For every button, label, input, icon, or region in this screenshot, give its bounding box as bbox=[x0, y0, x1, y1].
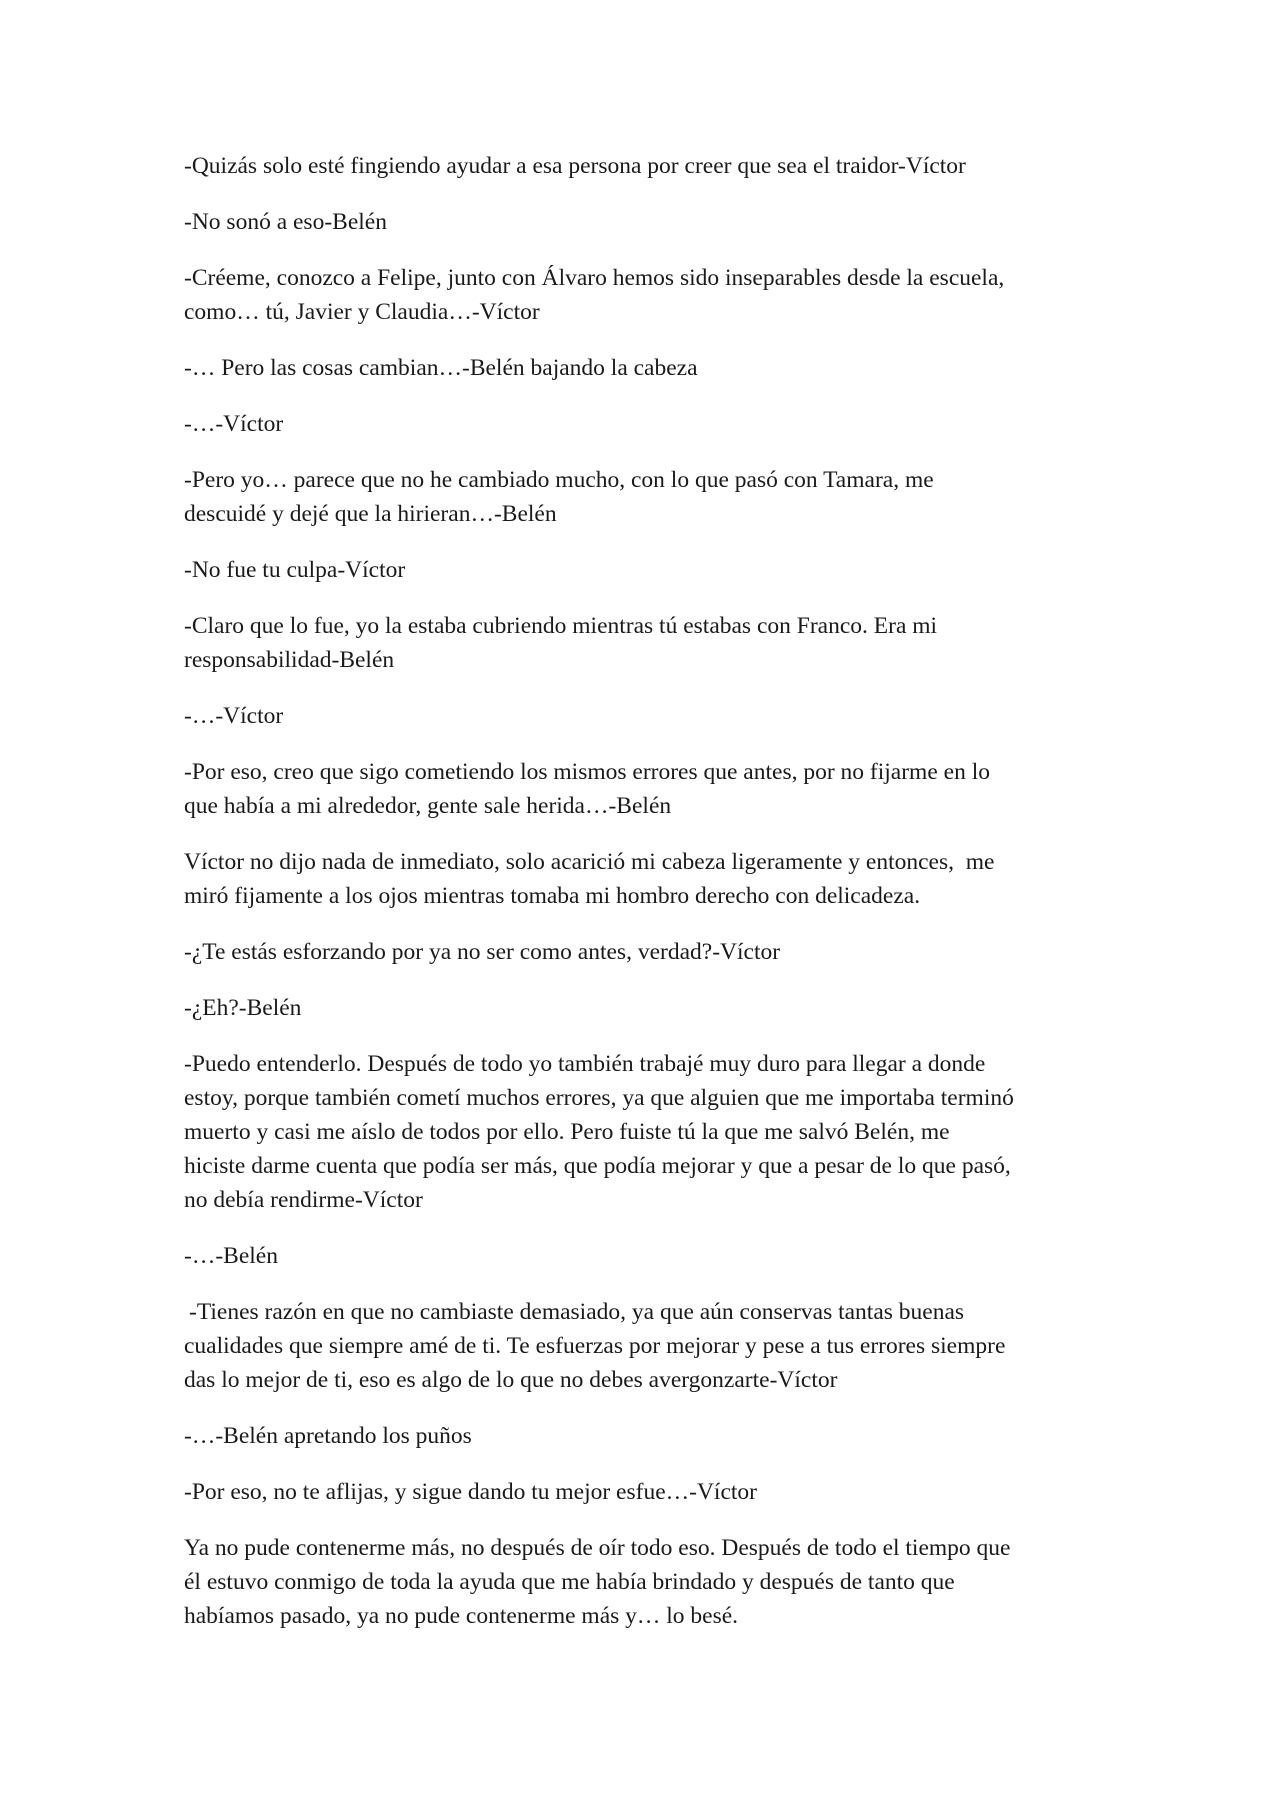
paragraph bbox=[184, 205, 1104, 239]
text-line: -Créeme, conozco a Felipe, junto con Álvaro hemos sido inseparables desde la escuela, bbox=[184, 265, 1005, 291]
text-line: él estuvo conmigo de toda la ayuda que me había brindado y después de tanto que bbox=[184, 1569, 955, 1595]
text-line: -¿Te estás esforzando por ya no ser como antes, verdad?-Víctor bbox=[184, 939, 781, 965]
paragraph bbox=[184, 261, 1104, 329]
text-line: Víctor no dijo nada de inmediato, solo acarició mi cabeza ligeramente y entonces, me bbox=[184, 849, 995, 875]
text-line: muerto y casi me aíslo de todos por ello. Pero fuiste tú la que me salvó Belén, me bbox=[184, 1119, 950, 1145]
paragraph bbox=[184, 149, 1104, 183]
text-line: Ya no pude contenerme más, no después de oír todo eso. Después de todo el tiempo que bbox=[184, 1535, 1011, 1561]
paragraph bbox=[184, 1531, 1104, 1633]
text-line: que había a mi alrededor, gente sale herida…-Belén bbox=[184, 793, 672, 819]
paragraph bbox=[184, 1047, 1104, 1217]
text-line: hiciste darme cuenta que podía ser más, que podía mejorar y que a pesar de lo que pasó, bbox=[184, 1153, 1011, 1179]
text-line: como… tú, Javier y Claudia…-Víctor bbox=[184, 299, 540, 325]
text-line: -Tienes razón en que no cambiaste demasiado, ya que aún conservas tantas buenas bbox=[189, 1299, 965, 1325]
paragraph bbox=[184, 609, 1104, 677]
text-line: -¿Eh?-Belén bbox=[184, 995, 302, 1021]
text-line: -Quizás solo esté fingiendo ayudar a esa persona por creer que sea el traidor-Víctor bbox=[184, 153, 966, 179]
text-line: -No sonó a eso-Belén bbox=[184, 209, 387, 235]
paragraph bbox=[184, 407, 1104, 441]
text-line: miró fijamente a los ojos mientras tomaba mi hombro derecho con delicadeza. bbox=[184, 883, 921, 909]
paragraph bbox=[184, 1419, 1104, 1453]
paragraph bbox=[184, 991, 1104, 1025]
text-line: habíamos pasado, ya no pude contenerme más y… lo besé. bbox=[184, 1603, 739, 1629]
paragraph bbox=[184, 351, 1104, 385]
text-line: -…-Víctor bbox=[184, 411, 284, 437]
text-line: das lo mejor de ti, eso es algo de lo que no debes avergonzarte-Víctor bbox=[184, 1367, 838, 1393]
paragraph bbox=[184, 463, 1104, 531]
paragraph bbox=[184, 845, 1104, 913]
text-line: -… Pero las cosas cambian…-Belén bajando la cabeza bbox=[184, 355, 698, 381]
text-line: -…-Belén apretando los puños bbox=[184, 1423, 472, 1449]
text-line: -Pero yo… parece que no he cambiado mucho, con lo que pasó con Tamara, me bbox=[184, 467, 934, 493]
text-line: -…-Belén bbox=[184, 1243, 278, 1269]
text-line: estoy, porque también cometí muchos errores, ya que alguien que me importaba terminó bbox=[184, 1085, 1014, 1111]
document-body bbox=[184, 149, 1104, 1633]
text-line: -…-Víctor bbox=[184, 703, 284, 729]
text-line: responsabilidad-Belén bbox=[184, 647, 395, 673]
text-line: descuidé y dejé que la hirieran…-Belén bbox=[184, 501, 557, 527]
text-line: cualidades que siempre amé de ti. Te esfuerzas por mejorar y pese a tus errores siempre bbox=[184, 1333, 1006, 1359]
paragraph bbox=[184, 1295, 1104, 1397]
text-line: -Por eso, creo que sigo cometiendo los mismos errores que antes, por no fijarme en lo bbox=[184, 759, 990, 785]
text-line: -Claro que lo fue, yo la estaba cubriendo mientras tú estabas con Franco. Era mi bbox=[184, 613, 938, 639]
paragraph bbox=[184, 699, 1104, 733]
paragraph bbox=[184, 755, 1104, 823]
text-line: -Puedo entenderlo. Después de todo yo también trabajé muy duro para llegar a donde bbox=[184, 1051, 986, 1077]
paragraph bbox=[184, 1475, 1104, 1509]
text-line: -Por eso, no te aflijas, y sigue dando tu mejor esfue…-Víctor bbox=[184, 1479, 757, 1505]
text-line: no debía rendirme-Víctor bbox=[184, 1187, 423, 1213]
text-line: -No fue tu culpa-Víctor bbox=[184, 557, 406, 583]
paragraph bbox=[184, 1239, 1104, 1273]
paragraph bbox=[184, 935, 1104, 969]
paragraph bbox=[184, 553, 1104, 587]
